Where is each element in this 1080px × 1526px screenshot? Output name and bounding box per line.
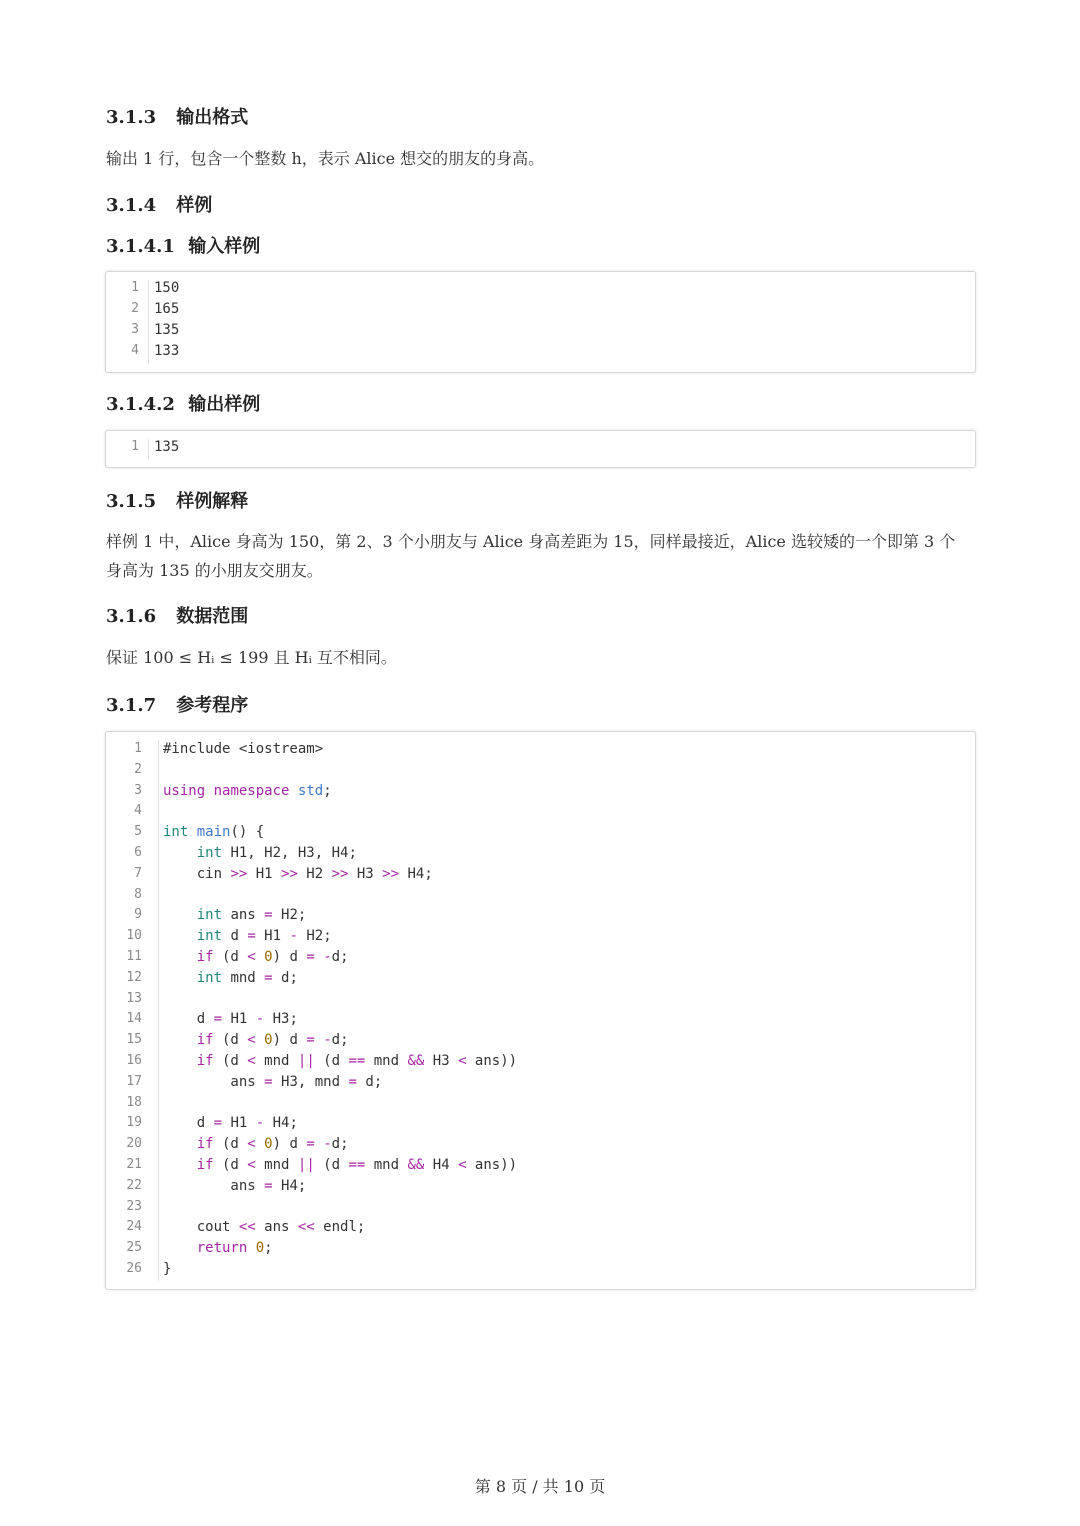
code-line — [106, 866, 975, 887]
section-title: 输出样例 — [188, 394, 261, 415]
code-line — [106, 1032, 975, 1053]
code-line — [106, 887, 975, 908]
code-line — [106, 1261, 975, 1282]
code-text: int d = H1 - H2; — [196, 928, 332, 945]
section-number: 3.1.6 — [106, 606, 157, 627]
code-line — [106, 1178, 975, 1199]
section-number: 3.1.4 — [106, 195, 157, 216]
code-line — [106, 280, 975, 301]
code-text: int H1, H2, H3, H4; — [196, 845, 357, 861]
code-text: ans = H3, mnd = d; — [163, 1073, 383, 1090]
line-number: 1 — [134, 741, 142, 756]
code-text: #include <iostream> — [163, 741, 324, 757]
code-text: 150 — [154, 280, 180, 296]
line-number: 2 — [134, 761, 142, 777]
section-title: 参考程序 — [176, 695, 249, 716]
code-line — [106, 1240, 975, 1261]
code-line — [106, 907, 975, 928]
line-number: 1 — [131, 280, 139, 295]
code-line — [106, 928, 975, 949]
section-number: 3.1.7 — [106, 695, 157, 716]
line-number: 13 — [126, 990, 142, 1006]
code-line — [106, 1095, 975, 1116]
code-line — [106, 803, 975, 824]
section-title: 输出格式 — [176, 107, 249, 128]
code-line — [106, 1157, 975, 1178]
code-line — [106, 783, 975, 804]
line-number: 15 — [126, 1032, 142, 1048]
sample-explanation-line-1: 样例 1 中，Alice 身高为 150，第 2、3 个小朋友与 Alice 身高差距为 15，同样最接近，Alice 选较矮的一个即第 3 个 — [106, 532, 956, 551]
heading-3-1-4-2 — [106, 390, 260, 416]
line-number: 23 — [126, 1198, 142, 1214]
section-number: 3.1.3 — [106, 107, 157, 128]
code-line — [106, 845, 975, 866]
code-line — [106, 1115, 975, 1136]
code-text: } — [163, 1261, 172, 1277]
line-number: 18 — [126, 1094, 142, 1110]
code-line — [106, 741, 975, 762]
line-number: 24 — [126, 1219, 142, 1235]
heading-3-1-6 — [106, 602, 248, 628]
line-number: 6 — [134, 845, 142, 860]
line-number: 10 — [126, 928, 142, 944]
code-text: if (d < mnd || (d == mnd && H3 < ans)) — [196, 1053, 518, 1069]
input-sample-code-block — [105, 271, 976, 373]
section-title: 样例 — [176, 195, 213, 216]
code-line — [106, 991, 975, 1012]
heading-3-1-5 — [106, 487, 248, 513]
line-number: 22 — [126, 1177, 142, 1193]
code-line — [106, 824, 975, 845]
code-line — [106, 343, 975, 364]
code-text: if (d < 0) d = -d; — [196, 1136, 349, 1153]
line-number: 12 — [126, 969, 142, 985]
code-text: cout << ans << endl; — [163, 1219, 366, 1236]
output-sample-code-block — [105, 430, 976, 468]
section-title: 数据范围 — [176, 606, 249, 627]
reference-program-code-block — [105, 731, 976, 1290]
line-number: 21 — [126, 1157, 142, 1172]
line-number: 9 — [134, 907, 142, 923]
line-number: 25 — [126, 1240, 142, 1256]
heading-3-1-7 — [106, 691, 248, 717]
line-number: 8 — [134, 886, 142, 902]
output-format-text: 输出 1 行，包含一个整数 h，表示 Alice 想交的朋友的身高。 — [106, 149, 545, 168]
line-number: 19 — [126, 1115, 142, 1131]
code-text: int ans = H2; — [196, 907, 307, 924]
code-line — [106, 1199, 975, 1220]
line-number: 1 — [131, 439, 139, 454]
section-number: 3.1.5 — [106, 491, 157, 512]
heading-3-1-4 — [106, 191, 212, 217]
code-text: int mnd = d; — [196, 969, 298, 986]
line-number: 11 — [126, 949, 142, 964]
code-text: if (d < mnd || (d == mnd && H4 < ans)) — [196, 1157, 518, 1173]
code-line — [106, 301, 975, 322]
page-footer: 第 8 页 / 共 10 页 — [474, 1477, 606, 1496]
data-range-text: 保证 100 ≤ Hᵢ ≤ 199 且 Hᵢ 互不相同。 — [106, 648, 397, 667]
section-title: 样例解释 — [176, 491, 249, 512]
line-number: 16 — [126, 1053, 142, 1068]
code-text: if (d < 0) d = -d; — [196, 949, 349, 965]
line-number: 3 — [134, 782, 142, 798]
code-line — [106, 970, 975, 991]
code-text: using namespace std; — [163, 782, 332, 799]
code-text: cin >> H1 >> H2 >> H3 >> H4; — [163, 865, 433, 882]
line-number: 20 — [126, 1136, 142, 1152]
section-title: 输入样例 — [188, 236, 261, 257]
code-line — [106, 322, 975, 343]
code-line — [106, 1011, 975, 1032]
code-text: int main() { — [163, 824, 265, 841]
code-line — [106, 949, 975, 970]
sample-explanation-line-2: 身高为 135 的小朋友交朋友。 — [106, 561, 323, 580]
code-text: 133 — [154, 343, 180, 359]
line-number: 4 — [134, 803, 142, 819]
line-number: 2 — [131, 301, 139, 316]
code-text: d = H1 - H4; — [163, 1115, 298, 1132]
line-number: 14 — [126, 1011, 142, 1027]
code-text: d = H1 - H3; — [163, 1011, 298, 1028]
line-number: 4 — [131, 343, 139, 358]
code-line — [106, 1074, 975, 1095]
line-number: 5 — [134, 824, 142, 840]
heading-3-1-4-1 — [106, 232, 260, 258]
line-number: 3 — [131, 322, 139, 337]
line-number: 26 — [126, 1261, 142, 1276]
code-line — [106, 1136, 975, 1157]
code-text: 135 — [154, 439, 180, 455]
code-text: 135 — [154, 322, 180, 338]
heading-3-1-3 — [106, 103, 248, 129]
code-text: return 0; — [196, 1240, 273, 1257]
code-line — [106, 1219, 975, 1240]
line-number: 7 — [134, 865, 142, 881]
code-text: 165 — [154, 301, 180, 317]
code-text: if (d < 0) d = -d; — [196, 1032, 349, 1049]
code-line — [106, 1053, 975, 1074]
code-line — [106, 439, 975, 460]
code-text: ans = H4; — [163, 1177, 307, 1194]
line-number: 17 — [126, 1073, 142, 1089]
section-number: 3.1.4.1 — [106, 236, 175, 257]
section-number: 3.1.4.2 — [106, 394, 175, 415]
code-line — [106, 762, 975, 783]
